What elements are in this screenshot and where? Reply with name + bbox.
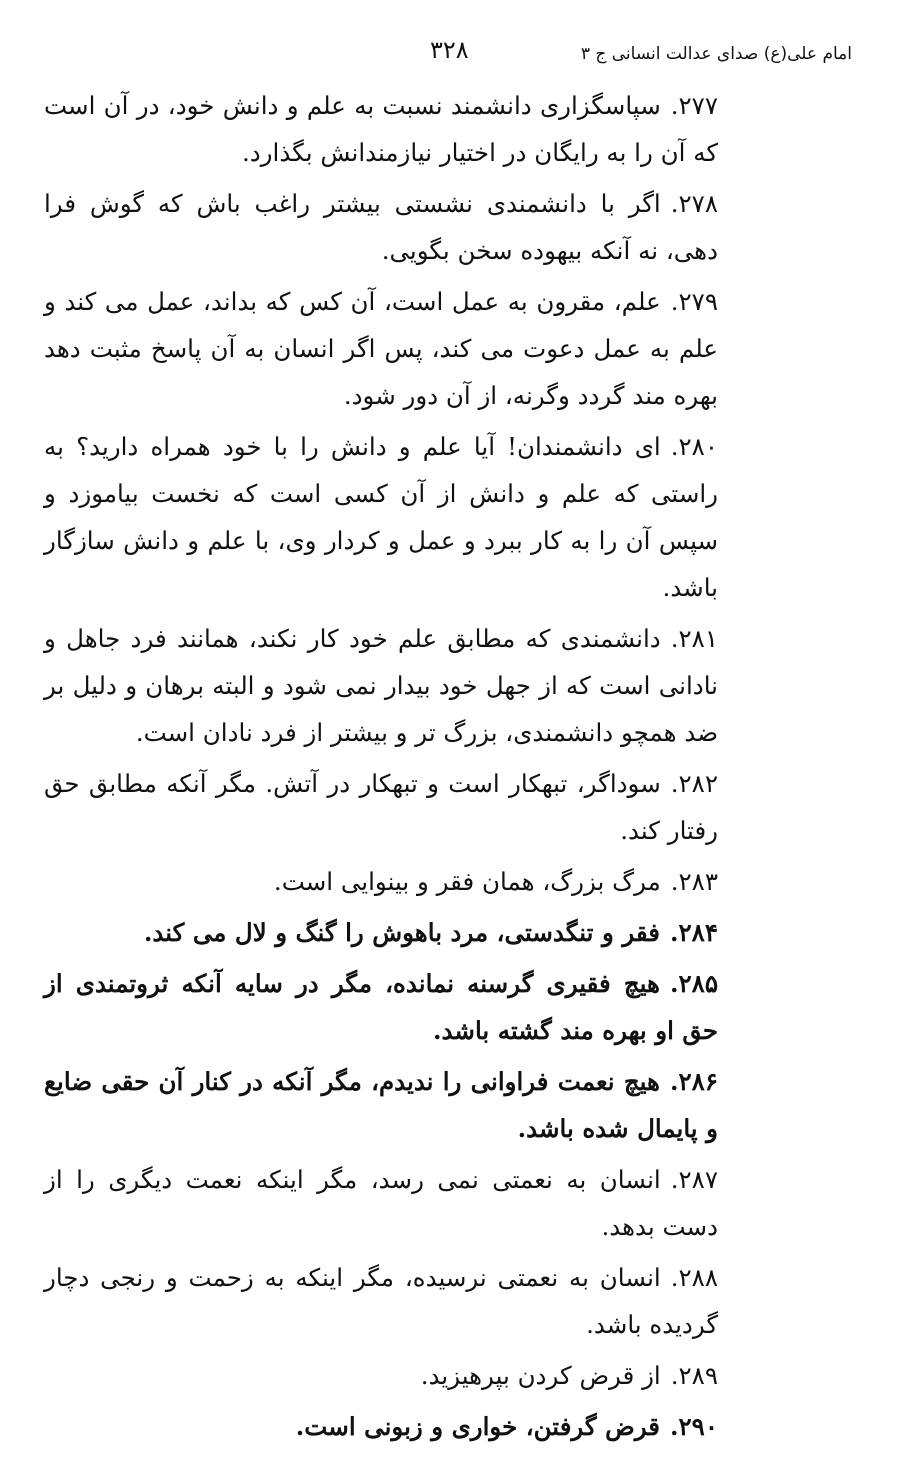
- saying-287: [44, 1156, 786, 1250]
- saying-282: [44, 760, 786, 854]
- saying-number: ۲۸۹.: [670, 1361, 718, 1390]
- saying-288: [44, 1254, 786, 1348]
- text-body: [44, 82, 786, 1454]
- saying-number: ۲۷۹.: [670, 287, 718, 316]
- saying-text: سوداگر، تبهکار است و تبهکار در آتش. مگر آنکه مطابق حق رفتار کند.: [44, 769, 718, 845]
- book-title: امام علی(ع) صدای عدالت انسانی ج ۳: [580, 44, 852, 64]
- saying-number: ۲۷۸.: [670, 189, 718, 218]
- saying-286: [44, 1058, 786, 1152]
- saying-text: اگر با دانشمندی نشستی بیشتر راغب باش که گوش فرا دهی، نه آنکه بیهوده سخن بگویی.: [44, 189, 718, 265]
- saying-number: ۲۷۷.: [670, 91, 718, 120]
- saying-number: ۲۸۲.: [670, 769, 718, 798]
- saying-text: فقر و تنگدستی، مرد باهوش را گنگ و لال می کند.: [143, 918, 660, 947]
- saying-text: سپاسگزاری دانشمند نسبت به علم و دانش خود، در آن است که آن را به رایگان در اختیار نیازمندانش بگذارد.: [44, 91, 718, 167]
- saying-number: ۲۸۸.: [670, 1263, 718, 1292]
- saying-289: [44, 1352, 786, 1399]
- saying-290: [44, 1403, 786, 1450]
- saying-number: ۲۸۵.: [669, 969, 718, 998]
- running-header: [430, 36, 852, 76]
- saying-number: ۲۹۰.: [669, 1412, 718, 1441]
- page-number: ۳۲۸: [430, 36, 469, 64]
- saying-text: علم، مقرون به عمل است، آن کس که بداند، عمل می کند و علم به عمل دعوت می کند، پس اگر انسان به آن پاسخ مثبت دهد بهره مند گردد وگرنه، از آن دور شود.: [44, 287, 718, 410]
- saying-text: هیچ نعمت فراوانی را ندیدم، مگر آنکه در کنار آن حقی ضایع و پایمال شده باشد.: [44, 1067, 718, 1143]
- saying-number: ۲۸۶.: [669, 1067, 718, 1096]
- saying-277: [44, 82, 786, 176]
- saying-text: انسان به نعمتی نرسیده، مگر اینکه به زحمت و رنجی دچار گردیده باشد.: [44, 1263, 718, 1339]
- saying-280: [44, 423, 786, 611]
- saying-text: هیچ فقیری گرسنه نمانده، مگر در سایه آنکه ثروتمندی از حق او بهره مند گشته باشد.: [44, 969, 718, 1045]
- saying-284: [44, 909, 786, 956]
- saying-number: ۲۸۴.: [669, 918, 718, 947]
- saying-283: [44, 858, 786, 905]
- saying-279: [44, 278, 786, 419]
- saying-number: ۲۸۱.: [670, 624, 718, 653]
- saying-281: [44, 615, 786, 756]
- saying-text: انسان به نعمتی نمی رسد، مگر اینکه نعمت دیگری را از دست بدهد.: [44, 1165, 718, 1241]
- saying-text: از قرض کردن بپرهیزید.: [420, 1361, 661, 1390]
- saying-text: مرگ بزرگ، همان فقر و بینوایی است.: [273, 867, 661, 896]
- saying-number: ۲۸۳.: [670, 867, 718, 896]
- saying-278: [44, 180, 786, 274]
- saying-285: [44, 960, 786, 1054]
- saying-text: دانشمندی که مطابق علم خود کار نکند، همانند فرد جاهل و نادانی است که از جهل خود بیدار نمی شود و البته برهان و دلیل بر ضد همچو دانشمندی، بزرگ تر و بیشتر از فرد نادان است.: [44, 624, 718, 747]
- saying-number: ۲۸۰.: [670, 432, 718, 461]
- saying-text: قرض گرفتن، خواری و زبونی است.: [295, 1412, 660, 1441]
- saying-text: ای دانشمندان! آیا علم و دانش را با خود همراه دارید؟ به راستی که علم و دانش از آن کسی است که نخست بیاموزد و سپس آن را به کار ببرد و عمل و کردار وی، با علم و دانش سازگار باشد.: [44, 432, 718, 602]
- saying-number: ۲۸۷.: [670, 1165, 718, 1194]
